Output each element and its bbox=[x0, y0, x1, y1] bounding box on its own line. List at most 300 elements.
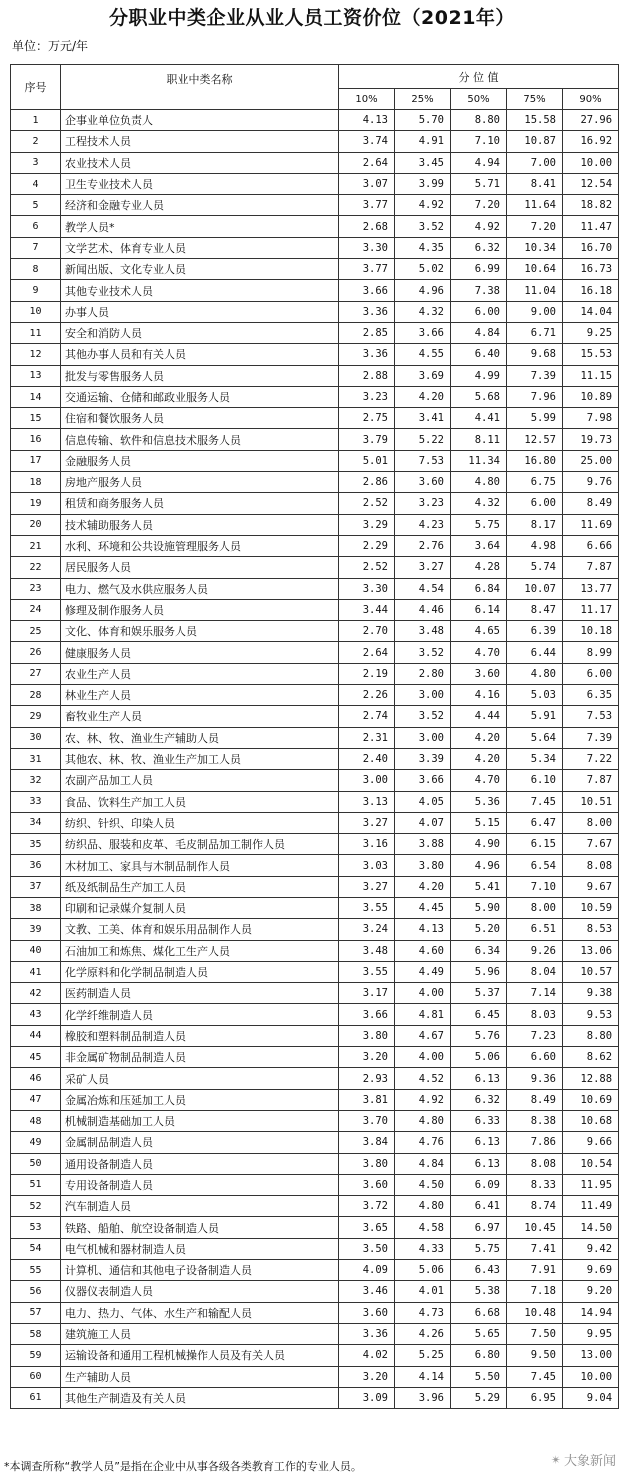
table-row bbox=[11, 493, 619, 514]
value-p10: 3.27 bbox=[339, 876, 395, 897]
row-number: 17 bbox=[11, 450, 61, 471]
row-number: 2 bbox=[11, 131, 61, 152]
value-p10: 2.70 bbox=[339, 621, 395, 642]
value-p90: 10.69 bbox=[563, 1089, 619, 1110]
row-number: 6 bbox=[11, 216, 61, 237]
value-p50: 4.70 bbox=[451, 770, 507, 791]
value-p10: 3.23 bbox=[339, 386, 395, 407]
row-number: 20 bbox=[11, 514, 61, 535]
value-p10: 3.80 bbox=[339, 1153, 395, 1174]
value-p25: 5.70 bbox=[395, 110, 451, 131]
occupation-name: 印刷和记录媒介复制人员 bbox=[61, 897, 339, 918]
value-p10: 3.36 bbox=[339, 344, 395, 365]
row-number: 54 bbox=[11, 1238, 61, 1259]
value-p25: 4.50 bbox=[395, 1174, 451, 1195]
row-number: 30 bbox=[11, 727, 61, 748]
value-p50: 4.90 bbox=[451, 834, 507, 855]
value-p25: 4.92 bbox=[395, 1089, 451, 1110]
value-p50: 6.97 bbox=[451, 1217, 507, 1238]
value-p25: 3.52 bbox=[395, 706, 451, 727]
value-p50: 5.90 bbox=[451, 897, 507, 918]
value-p90: 14.94 bbox=[563, 1302, 619, 1323]
occupation-name: 化学纤维制造人员 bbox=[61, 1004, 339, 1025]
row-number: 31 bbox=[11, 748, 61, 769]
value-p90: 9.53 bbox=[563, 1004, 619, 1025]
occupation-name: 农、林、牧、渔业生产辅助人员 bbox=[61, 727, 339, 748]
row-number: 11 bbox=[11, 322, 61, 343]
value-p10: 3.03 bbox=[339, 855, 395, 876]
value-p90: 6.00 bbox=[563, 663, 619, 684]
value-p10: 2.64 bbox=[339, 642, 395, 663]
table-row bbox=[11, 322, 619, 343]
value-p90: 13.77 bbox=[563, 578, 619, 599]
occupation-name: 电气机械和器材制造人员 bbox=[61, 1238, 339, 1259]
occupation-name: 工程技术人员 bbox=[61, 131, 339, 152]
value-p90: 10.57 bbox=[563, 961, 619, 982]
value-p90: 8.49 bbox=[563, 493, 619, 514]
value-p50: 4.99 bbox=[451, 365, 507, 386]
row-number: 5 bbox=[11, 195, 61, 216]
value-p50: 8.11 bbox=[451, 429, 507, 450]
row-number: 42 bbox=[11, 983, 61, 1004]
row-number: 49 bbox=[11, 1132, 61, 1153]
occupation-name: 金属制品制造人员 bbox=[61, 1132, 339, 1153]
value-p75: 8.04 bbox=[507, 961, 563, 982]
occupation-name: 其他生产制造及有关人员 bbox=[61, 1387, 339, 1408]
occupation-name: 通用设备制造人员 bbox=[61, 1153, 339, 1174]
value-p75: 5.99 bbox=[507, 408, 563, 429]
table-row bbox=[11, 812, 619, 833]
header-p50: 50% bbox=[451, 89, 507, 110]
value-p25: 4.81 bbox=[395, 1004, 451, 1025]
occupation-name: 电力、热力、气体、水生产和输配人员 bbox=[61, 1302, 339, 1323]
value-p75: 8.47 bbox=[507, 599, 563, 620]
value-p90: 10.51 bbox=[563, 791, 619, 812]
row-number: 13 bbox=[11, 365, 61, 386]
value-p10: 3.13 bbox=[339, 791, 395, 812]
value-p75: 16.80 bbox=[507, 450, 563, 471]
value-p10: 3.50 bbox=[339, 1238, 395, 1259]
value-p75: 8.00 bbox=[507, 897, 563, 918]
value-p75: 10.48 bbox=[507, 1302, 563, 1323]
value-p50: 5.37 bbox=[451, 983, 507, 1004]
value-p75: 7.96 bbox=[507, 386, 563, 407]
occupation-name: 非金属矿物制品制造人员 bbox=[61, 1047, 339, 1068]
table-row bbox=[11, 429, 619, 450]
occupation-name: 卫生专业技术人员 bbox=[61, 173, 339, 194]
value-p50: 6.68 bbox=[451, 1302, 507, 1323]
value-p50: 4.84 bbox=[451, 322, 507, 343]
occupation-name: 房地产服务人员 bbox=[61, 472, 339, 493]
value-p75: 7.14 bbox=[507, 983, 563, 1004]
occupation-name: 技术辅助服务人员 bbox=[61, 514, 339, 535]
value-p25: 3.52 bbox=[395, 642, 451, 663]
row-number: 22 bbox=[11, 557, 61, 578]
value-p50: 5.29 bbox=[451, 1387, 507, 1408]
value-p50: 4.44 bbox=[451, 706, 507, 727]
value-p25: 4.80 bbox=[395, 1196, 451, 1217]
value-p50: 5.41 bbox=[451, 876, 507, 897]
value-p10: 3.36 bbox=[339, 1323, 395, 1344]
value-p75: 6.75 bbox=[507, 472, 563, 493]
value-p50: 5.06 bbox=[451, 1047, 507, 1068]
row-number: 10 bbox=[11, 301, 61, 322]
row-number: 45 bbox=[11, 1047, 61, 1068]
value-p25: 5.25 bbox=[395, 1345, 451, 1366]
value-p25: 4.01 bbox=[395, 1281, 451, 1302]
table-row bbox=[11, 621, 619, 642]
value-p10: 3.55 bbox=[339, 897, 395, 918]
value-p90: 13.06 bbox=[563, 940, 619, 961]
value-p75: 8.03 bbox=[507, 1004, 563, 1025]
value-p10: 2.85 bbox=[339, 322, 395, 343]
value-p25: 4.13 bbox=[395, 919, 451, 940]
header-p90: 90% bbox=[563, 89, 619, 110]
occupation-name: 经济和金融专业人员 bbox=[61, 195, 339, 216]
table-row bbox=[11, 110, 619, 131]
value-p10: 3.30 bbox=[339, 237, 395, 258]
occupation-name: 修理及制作服务人员 bbox=[61, 599, 339, 620]
occupation-name: 文教、工美、体育和娱乐用品制作人员 bbox=[61, 919, 339, 940]
value-p75: 11.64 bbox=[507, 195, 563, 216]
value-p90: 19.73 bbox=[563, 429, 619, 450]
value-p75: 9.26 bbox=[507, 940, 563, 961]
value-p25: 3.69 bbox=[395, 365, 451, 386]
value-p75: 10.87 bbox=[507, 131, 563, 152]
value-p10: 2.52 bbox=[339, 557, 395, 578]
table-body bbox=[11, 110, 619, 1409]
value-p90: 11.17 bbox=[563, 599, 619, 620]
value-p50: 5.65 bbox=[451, 1323, 507, 1344]
value-p75: 10.64 bbox=[507, 259, 563, 280]
table-row bbox=[11, 1068, 619, 1089]
occupation-name: 林业生产人员 bbox=[61, 685, 339, 706]
table-row bbox=[11, 450, 619, 471]
table-row bbox=[11, 1004, 619, 1025]
value-p10: 2.74 bbox=[339, 706, 395, 727]
value-p90: 8.62 bbox=[563, 1047, 619, 1068]
table-row bbox=[11, 834, 619, 855]
table-row bbox=[11, 685, 619, 706]
row-number: 28 bbox=[11, 685, 61, 706]
value-p90: 8.53 bbox=[563, 919, 619, 940]
table-row bbox=[11, 280, 619, 301]
row-number: 60 bbox=[11, 1366, 61, 1387]
value-p25: 4.67 bbox=[395, 1025, 451, 1046]
value-p90: 11.95 bbox=[563, 1174, 619, 1195]
value-p10: 4.02 bbox=[339, 1345, 395, 1366]
value-p25: 3.60 bbox=[395, 472, 451, 493]
value-p90: 7.98 bbox=[563, 408, 619, 429]
value-p75: 7.18 bbox=[507, 1281, 563, 1302]
value-p90: 10.00 bbox=[563, 152, 619, 173]
value-p90: 9.66 bbox=[563, 1132, 619, 1153]
table-row bbox=[11, 940, 619, 961]
row-number: 53 bbox=[11, 1217, 61, 1238]
value-p90: 10.00 bbox=[563, 1366, 619, 1387]
row-number: 19 bbox=[11, 493, 61, 514]
value-p25: 3.39 bbox=[395, 748, 451, 769]
row-number: 41 bbox=[11, 961, 61, 982]
value-p75: 8.08 bbox=[507, 1153, 563, 1174]
value-p90: 16.92 bbox=[563, 131, 619, 152]
value-p25: 4.55 bbox=[395, 344, 451, 365]
value-p75: 9.68 bbox=[507, 344, 563, 365]
value-p10: 3.44 bbox=[339, 599, 395, 620]
table-row bbox=[11, 259, 619, 280]
value-p75: 6.47 bbox=[507, 812, 563, 833]
occupation-name: 仪器仪表制造人员 bbox=[61, 1281, 339, 1302]
value-p75: 7.86 bbox=[507, 1132, 563, 1153]
value-p10: 3.84 bbox=[339, 1132, 395, 1153]
table-row bbox=[11, 727, 619, 748]
table-row bbox=[11, 1238, 619, 1259]
value-p75: 8.49 bbox=[507, 1089, 563, 1110]
value-p25: 4.32 bbox=[395, 301, 451, 322]
table-row bbox=[11, 472, 619, 493]
row-number: 58 bbox=[11, 1323, 61, 1344]
value-p25: 3.66 bbox=[395, 322, 451, 343]
value-p75: 9.36 bbox=[507, 1068, 563, 1089]
value-p90: 10.68 bbox=[563, 1110, 619, 1131]
occupation-name: 化学原料和化学制品制造人员 bbox=[61, 961, 339, 982]
value-p10: 4.13 bbox=[339, 110, 395, 131]
value-p10: 3.20 bbox=[339, 1047, 395, 1068]
value-p90: 11.15 bbox=[563, 365, 619, 386]
value-p10: 3.66 bbox=[339, 280, 395, 301]
row-number: 26 bbox=[11, 642, 61, 663]
occupation-name: 其他办事人员和有关人员 bbox=[61, 344, 339, 365]
value-p90: 8.99 bbox=[563, 642, 619, 663]
occupation-name: 铁路、船舶、航空设备制造人员 bbox=[61, 1217, 339, 1238]
value-p50: 11.34 bbox=[451, 450, 507, 471]
row-number: 57 bbox=[11, 1302, 61, 1323]
value-p90: 16.18 bbox=[563, 280, 619, 301]
value-p75: 8.33 bbox=[507, 1174, 563, 1195]
value-p50: 4.32 bbox=[451, 493, 507, 514]
value-p10: 2.31 bbox=[339, 727, 395, 748]
value-p10: 3.36 bbox=[339, 301, 395, 322]
value-p75: 5.34 bbox=[507, 748, 563, 769]
value-p10: 3.79 bbox=[339, 429, 395, 450]
table-row bbox=[11, 1089, 619, 1110]
row-number: 32 bbox=[11, 770, 61, 791]
value-p10: 3.07 bbox=[339, 173, 395, 194]
value-p90: 16.70 bbox=[563, 237, 619, 258]
value-p75: 8.41 bbox=[507, 173, 563, 194]
value-p50: 6.09 bbox=[451, 1174, 507, 1195]
value-p75: 7.50 bbox=[507, 1323, 563, 1344]
value-p75: 7.41 bbox=[507, 1238, 563, 1259]
occupation-name: 交通运输、仓储和邮政业服务人员 bbox=[61, 386, 339, 407]
value-p50: 6.13 bbox=[451, 1068, 507, 1089]
value-p25: 3.80 bbox=[395, 855, 451, 876]
value-p10: 2.68 bbox=[339, 216, 395, 237]
occupation-name: 农副产品加工人员 bbox=[61, 770, 339, 791]
value-p50: 4.16 bbox=[451, 685, 507, 706]
value-p75: 7.23 bbox=[507, 1025, 563, 1046]
value-p75: 6.10 bbox=[507, 770, 563, 791]
row-number: 38 bbox=[11, 897, 61, 918]
table-row bbox=[11, 1366, 619, 1387]
value-p10: 3.16 bbox=[339, 834, 395, 855]
value-p90: 27.96 bbox=[563, 110, 619, 131]
row-number: 46 bbox=[11, 1068, 61, 1089]
value-p25: 4.92 bbox=[395, 195, 451, 216]
table-row bbox=[11, 216, 619, 237]
occupation-name: 汽车制造人员 bbox=[61, 1196, 339, 1217]
table-row bbox=[11, 1217, 619, 1238]
table-row bbox=[11, 386, 619, 407]
value-p90: 25.00 bbox=[563, 450, 619, 471]
value-p90: 10.54 bbox=[563, 1153, 619, 1174]
value-p75: 6.51 bbox=[507, 919, 563, 940]
value-p90: 8.08 bbox=[563, 855, 619, 876]
value-p25: 4.52 bbox=[395, 1068, 451, 1089]
value-p90: 15.53 bbox=[563, 344, 619, 365]
value-p90: 7.39 bbox=[563, 727, 619, 748]
row-number: 59 bbox=[11, 1345, 61, 1366]
row-number: 33 bbox=[11, 791, 61, 812]
value-p75: 5.03 bbox=[507, 685, 563, 706]
occupation-name: 农业生产人员 bbox=[61, 663, 339, 684]
value-p50: 6.40 bbox=[451, 344, 507, 365]
value-p90: 7.53 bbox=[563, 706, 619, 727]
value-p75: 4.80 bbox=[507, 663, 563, 684]
row-number: 34 bbox=[11, 812, 61, 833]
row-number: 14 bbox=[11, 386, 61, 407]
value-p10: 3.74 bbox=[339, 131, 395, 152]
value-p10: 5.01 bbox=[339, 450, 395, 471]
value-p75: 10.07 bbox=[507, 578, 563, 599]
value-p25: 4.20 bbox=[395, 876, 451, 897]
occupation-name: 建筑施工人员 bbox=[61, 1323, 339, 1344]
value-p90: 12.88 bbox=[563, 1068, 619, 1089]
value-p25: 7.53 bbox=[395, 450, 451, 471]
table-row bbox=[11, 578, 619, 599]
table-row bbox=[11, 919, 619, 940]
table-row bbox=[11, 791, 619, 812]
value-p75: 6.95 bbox=[507, 1387, 563, 1408]
table-row bbox=[11, 642, 619, 663]
value-p90: 12.54 bbox=[563, 173, 619, 194]
row-number: 23 bbox=[11, 578, 61, 599]
row-number: 43 bbox=[11, 1004, 61, 1025]
table-row bbox=[11, 983, 619, 1004]
value-p75: 7.39 bbox=[507, 365, 563, 386]
row-number: 47 bbox=[11, 1089, 61, 1110]
value-p50: 6.99 bbox=[451, 259, 507, 280]
value-p50: 4.96 bbox=[451, 855, 507, 876]
table-row bbox=[11, 961, 619, 982]
occupation-name: 金属冶炼和压延加工人员 bbox=[61, 1089, 339, 1110]
table-row bbox=[11, 897, 619, 918]
value-p10: 3.46 bbox=[339, 1281, 395, 1302]
value-p75: 6.00 bbox=[507, 493, 563, 514]
value-p90: 9.76 bbox=[563, 472, 619, 493]
value-p75: 7.45 bbox=[507, 1366, 563, 1387]
occupation-name: 企事业单位负责人 bbox=[61, 110, 339, 131]
row-number: 4 bbox=[11, 173, 61, 194]
value-p25: 3.00 bbox=[395, 727, 451, 748]
value-p90: 9.42 bbox=[563, 1238, 619, 1259]
occupation-name: 农业技术人员 bbox=[61, 152, 339, 173]
value-p10: 3.27 bbox=[339, 812, 395, 833]
value-p50: 3.60 bbox=[451, 663, 507, 684]
table-row bbox=[11, 237, 619, 258]
table-row bbox=[11, 1302, 619, 1323]
value-p10: 2.75 bbox=[339, 408, 395, 429]
value-p75: 8.74 bbox=[507, 1196, 563, 1217]
occupation-name: 办事人员 bbox=[61, 301, 339, 322]
value-p50: 7.38 bbox=[451, 280, 507, 301]
value-p10: 3.60 bbox=[339, 1302, 395, 1323]
value-p10: 3.81 bbox=[339, 1089, 395, 1110]
table-row bbox=[11, 1025, 619, 1046]
header-p10: 10% bbox=[339, 89, 395, 110]
value-p50: 4.70 bbox=[451, 642, 507, 663]
watermark-text: 大象新闻 bbox=[563, 1454, 616, 1469]
row-number: 29 bbox=[11, 706, 61, 727]
value-p25: 4.14 bbox=[395, 1366, 451, 1387]
table-row bbox=[11, 1345, 619, 1366]
value-p25: 4.00 bbox=[395, 1047, 451, 1068]
watermark bbox=[551, 1450, 616, 1469]
occupation-name: 金融服务人员 bbox=[61, 450, 339, 471]
row-number: 37 bbox=[11, 876, 61, 897]
value-p75: 6.60 bbox=[507, 1047, 563, 1068]
occupation-name: 教学人员* bbox=[61, 216, 339, 237]
value-p50: 6.00 bbox=[451, 301, 507, 322]
page-title: 分职业中类企业从业人员工资价位（2021年） bbox=[109, 7, 515, 29]
value-p50: 5.96 bbox=[451, 961, 507, 982]
value-p25: 4.96 bbox=[395, 280, 451, 301]
value-p10: 2.64 bbox=[339, 152, 395, 173]
value-p75: 7.20 bbox=[507, 216, 563, 237]
value-p25: 4.73 bbox=[395, 1302, 451, 1323]
value-p90: 16.73 bbox=[563, 259, 619, 280]
row-number: 35 bbox=[11, 834, 61, 855]
value-p10: 2.29 bbox=[339, 535, 395, 556]
table-row bbox=[11, 1047, 619, 1068]
value-p50: 6.13 bbox=[451, 1153, 507, 1174]
occupation-name: 生产辅助人员 bbox=[61, 1366, 339, 1387]
value-p25: 2.80 bbox=[395, 663, 451, 684]
value-p25: 4.00 bbox=[395, 983, 451, 1004]
table-row bbox=[11, 748, 619, 769]
watermark-logo-icon: ✴ bbox=[550, 1452, 561, 1467]
value-p25: 4.35 bbox=[395, 237, 451, 258]
value-p50: 5.71 bbox=[451, 173, 507, 194]
value-p50: 5.36 bbox=[451, 791, 507, 812]
value-p90: 7.87 bbox=[563, 557, 619, 578]
row-number: 12 bbox=[11, 344, 61, 365]
value-p75: 7.00 bbox=[507, 152, 563, 173]
value-p75: 7.45 bbox=[507, 791, 563, 812]
value-p75: 10.34 bbox=[507, 237, 563, 258]
occupation-name: 其他农、林、牧、渔业生产加工人员 bbox=[61, 748, 339, 769]
value-p10: 3.80 bbox=[339, 1025, 395, 1046]
header-p25: 25% bbox=[395, 89, 451, 110]
value-p25: 4.60 bbox=[395, 940, 451, 961]
occupation-name: 居民服务人员 bbox=[61, 557, 339, 578]
value-p25: 4.07 bbox=[395, 812, 451, 833]
value-p50: 5.15 bbox=[451, 812, 507, 833]
value-p90: 11.69 bbox=[563, 514, 619, 535]
row-number: 50 bbox=[11, 1153, 61, 1174]
value-p50: 5.75 bbox=[451, 1238, 507, 1259]
value-p50: 5.38 bbox=[451, 1281, 507, 1302]
